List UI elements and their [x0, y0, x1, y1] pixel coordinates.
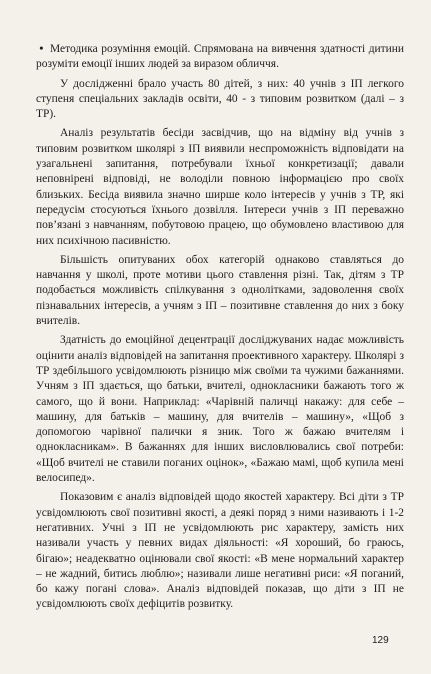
paragraph-conversation-analysis: Аналіз результатів бесіди засвідчив, що на відміну від учнів з типовим розвитком школярі з ІП виявили неспроможність відповідати на узагальнені запитання, потребували їхньої конкретизації; давали неповнірені відповіді, не володіли повною інформацією про своїх близьких. Бесіда виявила значно ширше коло інтересів у учнів з ТР, які передусім стосуються їхнього дозвілля. Інтереси учнів з ІП переважно пов’язані з навчанням, побутовою працею, що обумовлено властивою для них психічною пасивністю.	[36, 127, 404, 247]
page-number: 129	[372, 635, 389, 646]
paragraph-text: Методика розуміння емоцій. Спрямована на вивчення здатності дитини розуміти емоції інших людей за виразом обличчя.	[36, 43, 404, 71]
paragraph-school-attitude: Більшість опитуваних обох категорій однаково ставляться до навчання у школі, проте мотиви цього ставлення різні. Так, дітям з ТР подобається можливість спілкування з однолітками, задоволення своїх пізнавальних інтересів, а учням з ІП – позитивне ставлення до них з боку вчителів.	[36, 253, 404, 328]
body-text	[36, 42, 404, 613]
paragraph-method	[36, 42, 404, 73]
paragraph-participants: У дослідженні брало участь 80 дітей, з них: 40 учнів з ІП легкого ступеня спеціальних закладів освіти, 40 - з типовим розвитком (далі – з ТР).	[36, 77, 404, 121]
bullet-icon: •	[39, 43, 44, 55]
paragraph-emotional-decentration: Здатність до емоційної децентрації досліджуваних надає можливість оцінити аналіз відповідей на запитання проективного характеру. Школярі з ТР здебільшого усвідомлюють різницю між своїми та чужими бажаннями. Учням з ІП здається, що батьки, вчителі, однокласники бажають того ж самого, що й вони. Наприклад: «Чарівній паличці накажу: для себе – машину, для батьків – машину, для вчителів – машину», «Щоб з допомогою чарівної палички я зник. Того ж бажаю вчителям і однокласникам». В бажаннях для інших висловлювались свої потреби: «Щоб вчителі не ставили поганих оцінок», «Бажаю мамі, щоб купила мені велосипед».	[36, 334, 404, 485]
paragraph-character-qualities: Показовим є аналіз відповідей щодо якостей характеру. Всі діти з ТР усвідомлюють свої позитивні якості, а деякі поряд з ними називають і 1-2 негативних. Учні з ІП не усвідомлюють рис характеру, замість них називали участь у певних видах діяльності: «Я хороший, бо граюсь, бігаю»; неадекватно оцінювали свої якості: «В мене нормальний характер – не жадний, битись люблю»; називали лише негативні риси: «Я поганий, бо кажу погані слова». Аналіз відповідей показав, що діти з ІП не усвідомлюють своїх дефіцитів розвитку.	[36, 491, 404, 611]
